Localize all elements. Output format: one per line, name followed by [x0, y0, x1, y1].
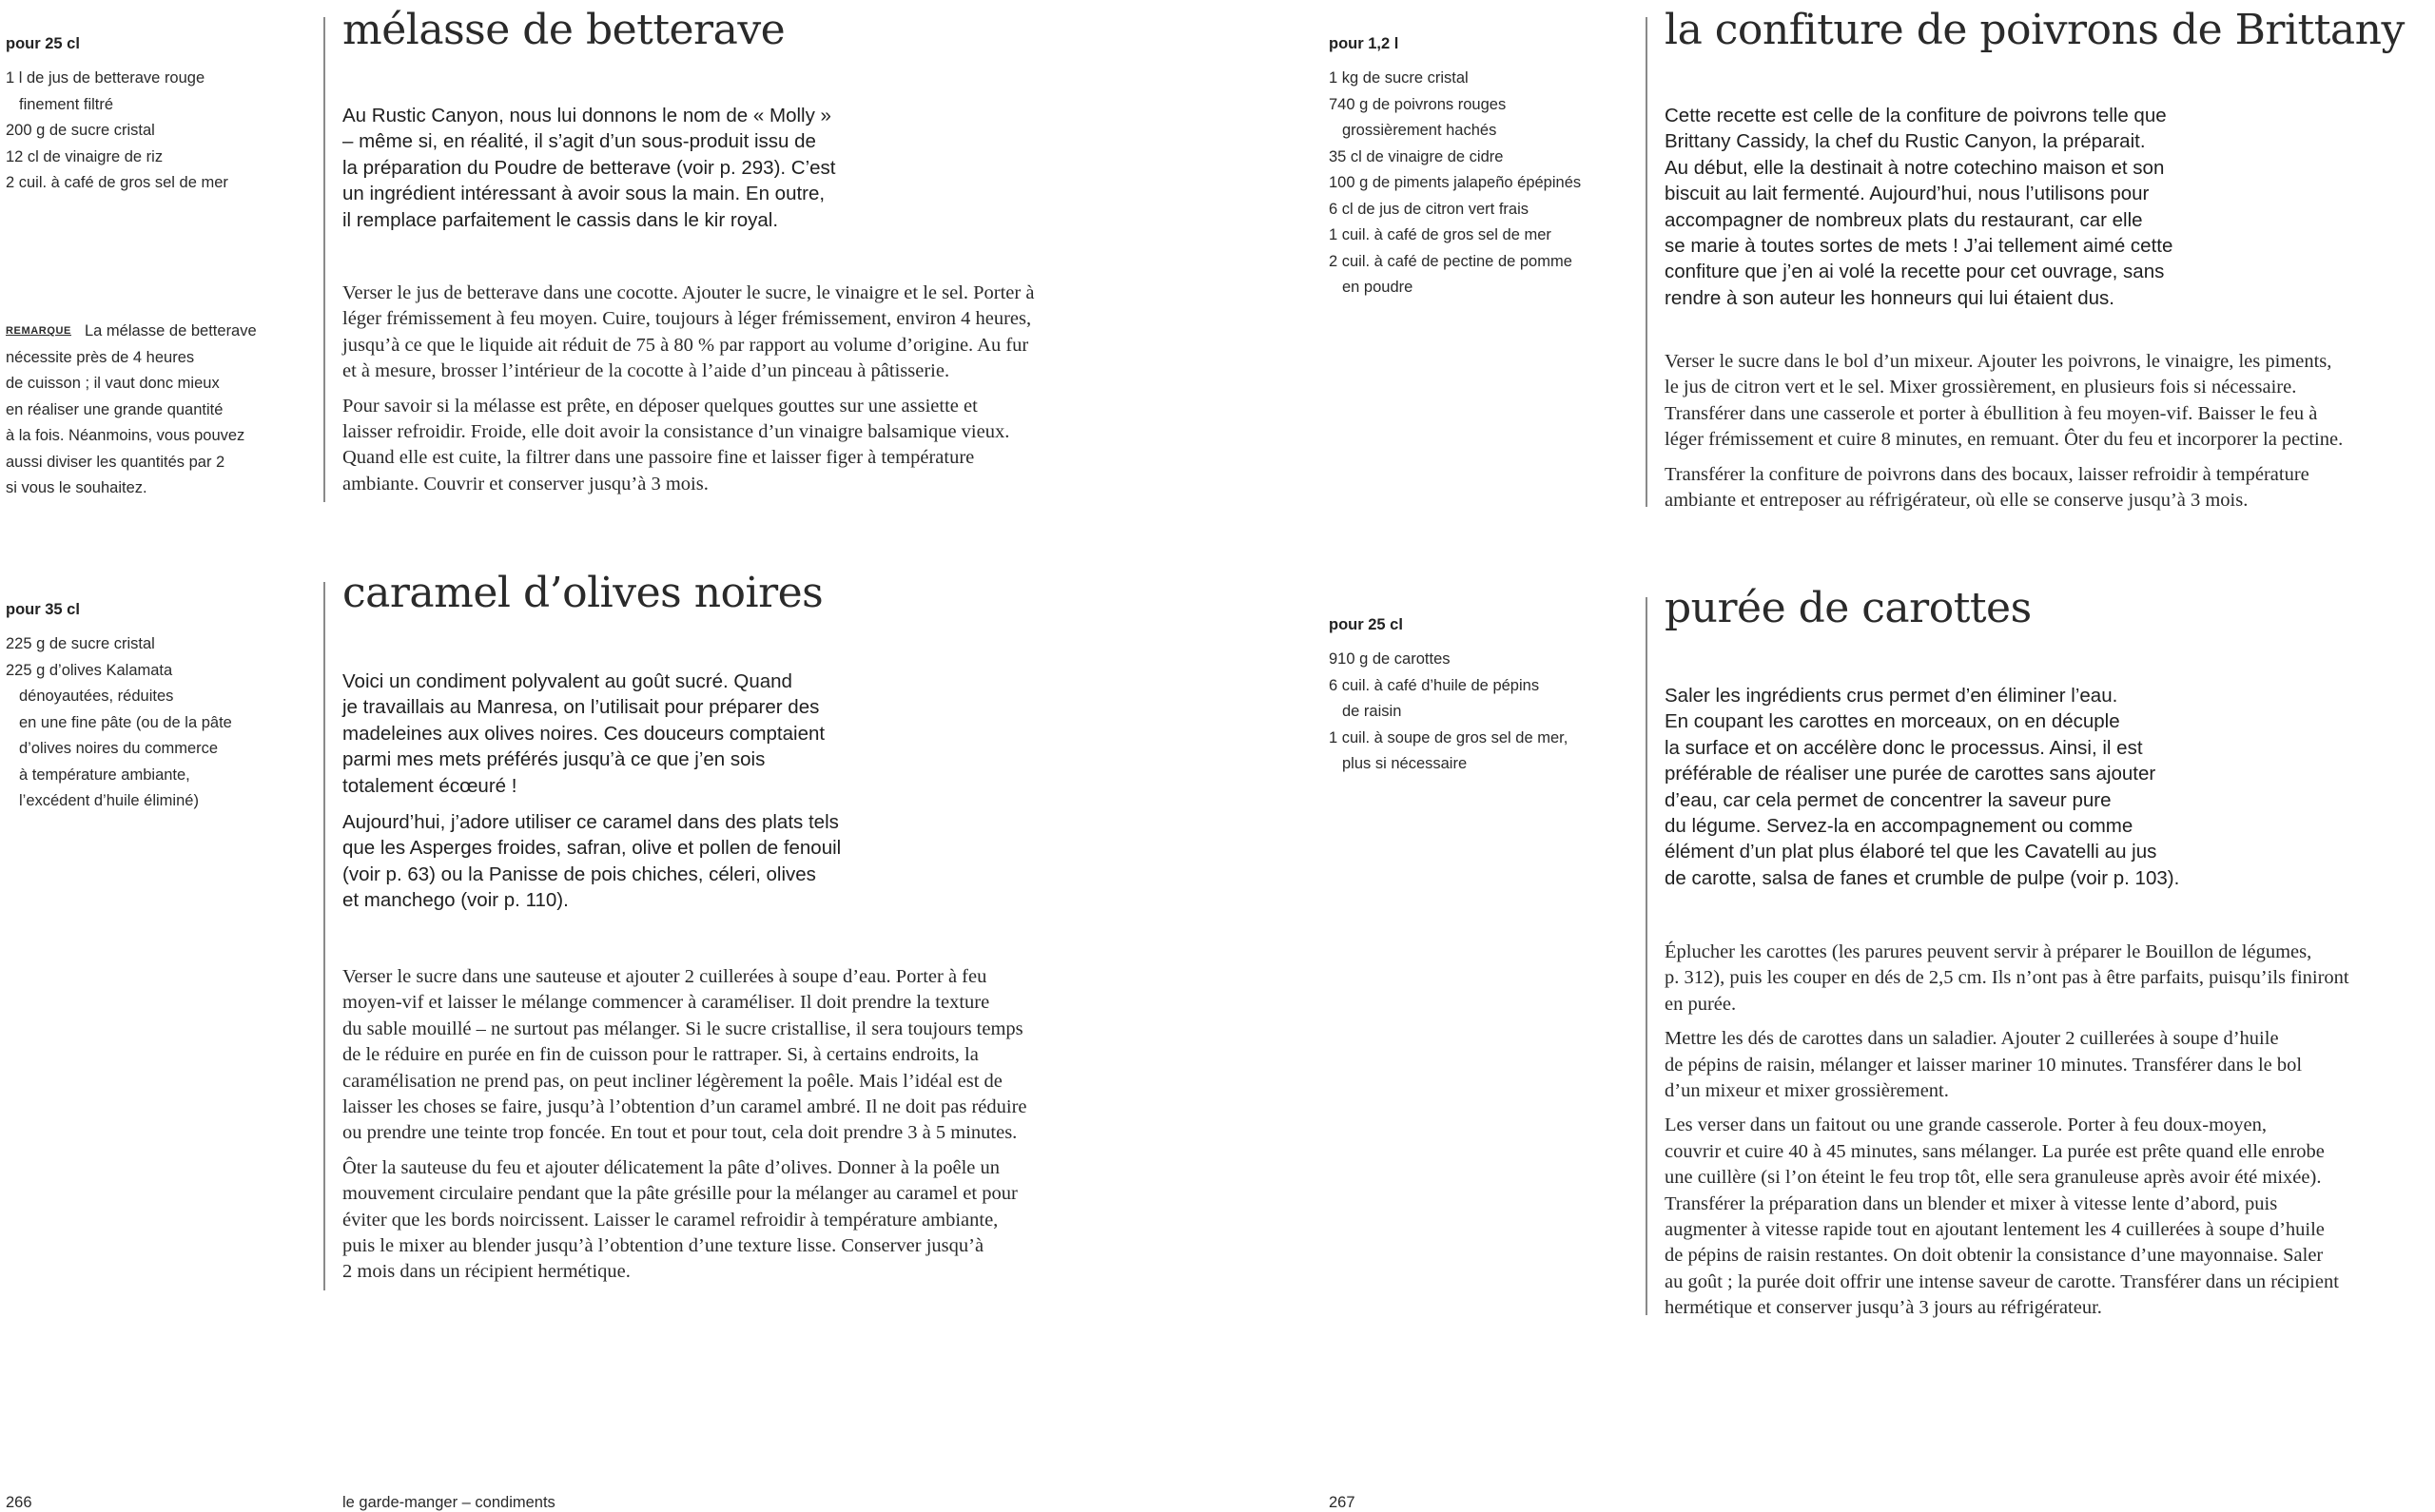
text-line: de pépins de raisin restantes. On doit obtenir la consistance d’une mayonnaise. Saler: [1665, 1245, 2324, 1267]
ingredient-line: d’olives noires du commerce: [19, 740, 219, 757]
ingredient-line: 2 cuil. à café de pectine de pomme: [1329, 252, 1572, 270]
text-line: Transférer la préparation dans un blender et mixer à vitesse lente d’abord, puis: [1665, 1192, 2278, 1214]
paragraph: [342, 809, 841, 914]
text-line: laisser refroidir. Froide, elle doit avoir la consistance d’un vinaigre balsamique vieux.: [342, 421, 1010, 443]
text-line: élément d’un plat plus élaboré tel que les Cavatelli au jus: [1665, 841, 2157, 863]
text-line: de pépins de raisin, mélanger et laisser mariner 10 minutes. Transférer dans le bol: [1665, 1054, 2303, 1076]
text-line: du sable mouillé – ne surtout pas mélanger. Si le sucre cristallise, il sera toujours temps: [342, 1018, 1023, 1039]
text-line: totalement écœuré !: [342, 774, 517, 797]
text-line: – même si, en réalité, il s’agit d’un sous-produit issu de: [342, 130, 816, 153]
recipe-title: purée de carottes: [1665, 584, 2032, 632]
text-line: d’eau, car cela permet de concentrer la saveur pure: [1665, 788, 2112, 811]
note-line: à la fois. Néanmoins, vous pouvez: [6, 427, 245, 444]
text-line: de carotte, salsa de fanes et crumble de pulpe (voir p. 103).: [1665, 866, 2180, 889]
text-line: Verser le sucre dans une sauteuse et ajouter 2 cuillerées à soupe d’eau. Porter à feu: [342, 966, 987, 987]
text-line: Au Rustic Canyon, nous lui donnons le nom de « Molly »: [342, 105, 831, 126]
note-line: en réaliser une grande quantité: [6, 400, 224, 418]
text-line: se marie à toutes sortes de mets ! J’ai tellement aimé cette: [1665, 235, 2173, 258]
ingredient-list: [1329, 647, 1568, 778]
recipe-method: [1665, 349, 2343, 514]
text-line: Quand elle est cuite, la filtrer dans une passoire fine et laisser figer à température: [342, 447, 975, 469]
paragraph: [342, 1155, 1027, 1286]
yield-label: pour 25 cl: [6, 35, 80, 52]
ingredient-line: dénoyautées, réduites: [19, 688, 174, 705]
text-line: mouvement circulaire pendant que la pâte grésille pour la mélanger au caramel et pour: [342, 1183, 1018, 1205]
text-line: Voici un condiment polyvalent au goût sucré. Quand: [342, 670, 792, 692]
text-line: Verser le jus de betterave dans une cocotte. Ajouter le sucre, le vinaigre et le sel. Porter à: [342, 282, 1035, 303]
column-rule: [323, 17, 325, 502]
recipe-intro: [1665, 103, 2172, 311]
recipe-method: [342, 964, 1027, 1286]
text-line: Au début, elle la destinait à notre cotechino maison et son: [1665, 156, 2165, 179]
text-line: accompagner de nombreux plats du restaurant, car elle: [1665, 208, 2143, 231]
text-line: 2 mois dans un récipient hermétique.: [342, 1261, 631, 1283]
text-line: p. 312), puis les couper en dés de 2,5 cm. Ils n’ont pas à être parfaits, puisqu’ils finiront: [1665, 967, 2349, 989]
ingredient-line: 2 cuil. à café de gros sel de mer: [6, 174, 228, 191]
ingredient-line: 12 cl de vinaigre de riz: [6, 147, 164, 165]
recipe-title: mélasse de betterave: [342, 6, 786, 54]
column-rule: [323, 582, 325, 1290]
text-line: Transférer dans une casserole et porter à ébullition à feu moyen-vif. Baisser le feu à: [1665, 402, 2318, 424]
ingredient-line: 225 g de sucre cristal: [6, 635, 155, 652]
paragraph: [342, 964, 1027, 1147]
text-line: puis le mixer au blender jusqu’à l’obtention d’une texture lisse. Conserver jusqu’à: [342, 1235, 984, 1257]
text-line: biscuit au lait fermenté. Aujourd’hui, nous l’utilisons pour: [1665, 183, 2150, 205]
text-line: un ingrédient intéressant à avoir sous la main. En outre,: [342, 183, 826, 205]
text-line: la préparation du Poudre de betterave (voir p. 293). C’est: [342, 156, 836, 179]
text-line: léger frémissement à feu moyen. Cuire, toujours à léger frémissement, environ 4 heures,: [342, 308, 1032, 330]
text-line: Ôter la sauteuse du feu et ajouter délicatement la pâte d’olives. Donner à la poêle un: [342, 1156, 1001, 1178]
text-line: madeleines aux olives noires. Ces douceurs comptaient: [342, 722, 826, 745]
text-line: d’un mixeur et mixer grossièrement.: [1665, 1080, 1949, 1102]
ingredient-line: plus si nécessaire: [1342, 755, 1468, 772]
text-line: le jus de citron vert et le sel. Mixer grossièrement, en plusieurs fois si nécessaire.: [1665, 377, 2297, 398]
text-line: et à mesure, brosser l’intérieur de la cocotte à l’aide d’un pinceau à pâtisserie.: [342, 360, 950, 382]
note-line: nécessite près de 4 heures: [6, 348, 195, 366]
text-line: préférable de réaliser une purée de carottes sans ajouter: [1665, 763, 2156, 785]
text-line: parmi mes mets préférés jusqu’à ce que j’en sois: [342, 748, 766, 771]
text-line: je travaillais au Manresa, on l’utilisait pour préparer des: [342, 696, 820, 719]
ingredient-line: 6 cl de jus de citron vert frais: [1329, 200, 1529, 218]
text-line: caramélisation ne prend pas, on peut incliner légèrement la poêle. Mais l’idéal est de: [342, 1070, 1003, 1092]
note-line: si vous le souhaitez.: [6, 479, 147, 496]
yield-label: pour 35 cl: [6, 601, 80, 618]
text-line: hermétique et conserver jusqu’à 3 jours au réfrigérateur.: [1665, 1297, 2102, 1319]
text-line: augmenter à vitesse rapide tout en ajoutant lentement les 4 cuillerées à soupe d’huile: [1665, 1219, 2325, 1241]
paragraph: [1665, 349, 2343, 454]
text-line: ambiante et entreposer au réfrigérateur, où elle se conserve jusqu’à 3 mois.: [1665, 490, 2249, 512]
text-line: Mettre les dés de carottes dans un saladier. Ajouter 2 cuillerées à soupe d’huile: [1665, 1028, 2279, 1050]
ingredient-line: 200 g de sucre cristal: [6, 122, 155, 139]
ingredient-list: [6, 66, 228, 197]
paragraph: [1665, 683, 2179, 891]
paragraph: [1665, 940, 2349, 1018]
ingredient-line: de raisin: [1342, 703, 1402, 720]
text-line: de le réduire en purée en fin de cuisson pour le rattraper. Si, à certains endroits, la: [342, 1044, 979, 1066]
text-line: et manchego (voir p. 110).: [342, 889, 569, 912]
text-line: confiture que j’en ai volé la recette pour cet ouvrage, sans: [1665, 261, 2165, 283]
recipe-method: [1665, 940, 2349, 1322]
ingredient-line: 1 kg de sucre cristal: [1329, 69, 1469, 87]
ingredient-line: 6 cuil. à café d’huile de pépins: [1329, 676, 1540, 694]
paragraph: [342, 394, 1034, 498]
text-line: En coupant les carottes en morceaux, on en décuple: [1665, 710, 2120, 733]
text-line: laisser les choses se faire, jusqu’à l’obtention d’un caramel ambré. Il ne doit pas réduire: [342, 1096, 1027, 1118]
note-line: aussi diviser les quantités par 2: [6, 453, 225, 471]
ingredient-line: 1 cuil. à café de gros sel de mer: [1329, 226, 1551, 243]
paragraph: [1665, 103, 2172, 311]
page-number: 267: [1329, 1494, 1355, 1511]
ingredient-line: grossièrement hachés: [1342, 122, 1497, 139]
ingredient-list: [1329, 66, 1581, 301]
note-line: de cuisson ; il vaut donc mieux: [6, 375, 220, 392]
recipe-method: [342, 281, 1034, 497]
paragraph: [1665, 1113, 2349, 1321]
text-line: rendre à son auteur les honneurs qui lui étaient dus.: [1665, 286, 2114, 309]
column-rule: [1646, 597, 1647, 1315]
text-line: ou prendre une teinte trop foncée. En tout et pour tout, cela doit prendre 3 à 5 minutes.: [342, 1122, 1018, 1144]
remark-first-line: La mélasse de betterave: [84, 322, 257, 339]
ingredient-line: 100 g de piments jalapeño épépinés: [1329, 174, 1582, 191]
text-line: la surface et on accélère donc le processus. Ainsi, il est: [1665, 736, 2143, 759]
remark-label: REMARQUE: [6, 325, 71, 337]
paragraph: [1665, 1026, 2349, 1104]
text-line: Brittany Cassidy, la chef du Rustic Canyon, la préparait.: [1665, 130, 2146, 153]
text-line: Saler les ingrédients crus permet d’en éliminer l’eau.: [1665, 685, 2118, 707]
text-line: ambiante. Couvrir et conserver jusqu’à 3 mois.: [342, 473, 709, 494]
paragraph: [342, 669, 841, 799]
ingredient-line: à température ambiante,: [19, 766, 190, 784]
text-line: Éplucher les carottes (les parures peuvent servir à préparer le Bouillon de légumes,: [1665, 941, 2312, 962]
ingredient-line: en une fine pâte (ou de la pâte: [19, 713, 232, 731]
ingredient-line: 740 g de poivrons rouges: [1329, 95, 1507, 113]
remark-note: [6, 319, 257, 502]
text-line: jusqu’à ce que le liquide ait réduit de 75 à 80 % par rapport au volume d’origine. Au fur: [342, 334, 1029, 356]
recipe-intro: [342, 669, 841, 914]
text-line: couvrir et cuire 40 à 45 minutes, sans mélanger. La purée est prête quand elle enrobe: [1665, 1140, 2325, 1162]
text-line: du légume. Servez-la en accompagnement ou comme: [1665, 815, 2133, 838]
paragraph: [342, 103, 836, 233]
text-line: Verser le sucre dans le bol d’un mixeur. Ajouter les poivrons, le vinaigre, les piments,: [1665, 351, 2332, 372]
ingredient-line: 225 g d’olives Kalamata: [6, 661, 173, 679]
page-number: 266: [6, 1494, 32, 1511]
text-line: Cette recette est celle de la confiture de poivrons telle que: [1665, 105, 2167, 126]
ingredient-line: 35 cl de vinaigre de cidre: [1329, 147, 1504, 165]
ingredient-line: 1 cuil. à soupe de gros sel de mer,: [1329, 728, 1568, 746]
paragraph: [342, 281, 1034, 385]
text-line: Pour savoir si la mélasse est prête, en déposer quelques gouttes sur une assiette et: [342, 395, 978, 417]
text-line: au goût ; la purée doit offrir une intense saveur de carotte. Transférer dans un récipient: [1665, 1270, 2339, 1292]
text-line: une cuillère (si l’on éteint le feu trop tôt, elle sera granuleuse après avoir été mixée).: [1665, 1167, 2322, 1189]
yield-label: pour 25 cl: [1329, 616, 1403, 633]
recipe-title: la confiture de poivrons de Brittany: [1665, 6, 2405, 54]
text-line: il remplace parfaitement le cassis dans le kir royal.: [342, 208, 779, 231]
ingredient-list: [6, 631, 232, 815]
text-line: éviter que les bords noircissent. Laisser le caramel refroidir à température ambiante,: [342, 1209, 999, 1231]
text-line: en purée.: [1665, 993, 1737, 1015]
recipe-title: caramel d’olives noires: [342, 569, 824, 617]
ingredient-line: en poudre: [1342, 279, 1413, 296]
yield-label: pour 1,2 l: [1329, 35, 1399, 52]
text-line: (voir p. 63) ou la Panisse de pois chiches, céleri, olives: [342, 863, 816, 885]
text-line: Aujourd’hui, j’adore utiliser ce caramel dans des plats tels: [342, 811, 839, 834]
ingredient-line: finement filtré: [19, 95, 114, 113]
remark-rest: [6, 345, 257, 502]
recipe-intro: [1665, 683, 2179, 891]
running-title: le garde-manger – condiments: [342, 1494, 555, 1511]
recipe-intro: [342, 103, 836, 233]
text-line: Transférer la confiture de poivrons dans des bocaux, laisser refroidir à température: [1665, 463, 2309, 485]
column-rule: [1646, 17, 1647, 507]
text-line: léger frémissement et cuire 8 minutes, en remuant. Ôter du feu et incorporer la pectine.: [1665, 429, 2344, 451]
ingredient-line: 910 g de carottes: [1329, 650, 1451, 668]
ingredient-line: 1 l de jus de betterave rouge: [6, 69, 205, 87]
text-line: moyen-vif et laisser le mélange commencer à caraméliser. Il doit prendre la texture: [342, 992, 990, 1014]
ingredient-line: l’excédent d’huile éliminé): [19, 792, 199, 809]
paragraph: [1665, 462, 2343, 514]
text-line: Les verser dans un faitout ou une grande casserole. Porter à feu doux-moyen,: [1665, 1115, 2268, 1136]
text-line: que les Asperges froides, safran, olive et pollen de fenouil: [342, 837, 842, 860]
